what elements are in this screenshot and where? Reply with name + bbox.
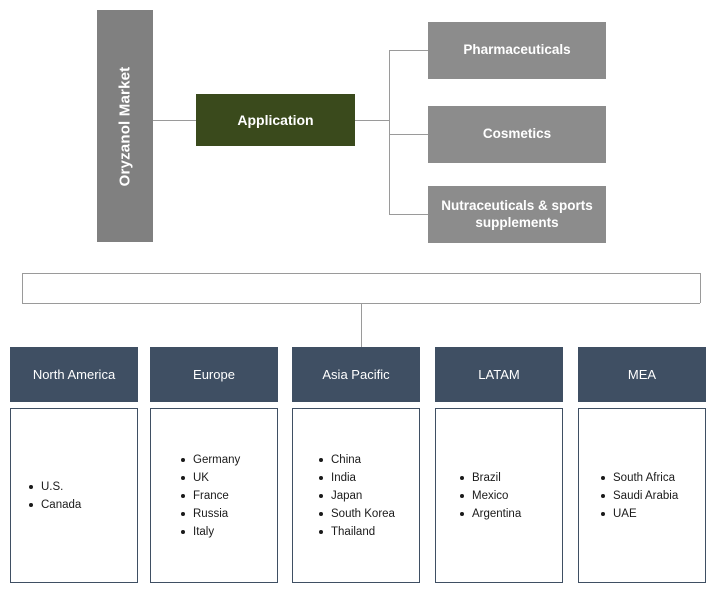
list-item: Argentina <box>460 505 562 523</box>
list-item: France <box>181 487 277 505</box>
connector-application-spine <box>389 50 390 215</box>
region-header-asia-pacific <box>292 347 420 402</box>
region-list-europe <box>151 451 277 541</box>
region-header-label: Europe <box>193 367 235 382</box>
region-column-europe <box>150 347 278 583</box>
region-header-label: LATAM <box>478 367 520 382</box>
list-item: Canada <box>29 496 137 514</box>
root-node-label: Oryzanol Market <box>116 66 134 186</box>
list-item: Germany <box>181 451 277 469</box>
connector-regions-bracket-top <box>22 273 700 274</box>
region-body-europe <box>150 408 278 583</box>
region-header-mea <box>578 347 706 402</box>
region-column-asia-pacific <box>292 347 420 583</box>
region-list-north-america <box>11 478 137 514</box>
list-item: UAE <box>601 505 705 523</box>
region-column-north-america <box>10 347 138 583</box>
region-body-latam <box>435 408 563 583</box>
region-body-mea <box>578 408 706 583</box>
node-cosmetics <box>428 106 606 163</box>
node-application-label: Application <box>237 112 314 128</box>
list-item: Italy <box>181 523 277 541</box>
node-application <box>196 94 355 146</box>
node-nutraceuticals-label: Nutraceuticals & sports supplements <box>441 197 593 230</box>
region-column-mea <box>578 347 706 583</box>
region-list-latam <box>436 469 562 523</box>
region-header-label: North America <box>32 367 116 382</box>
connector-to-nutraceuticals <box>389 214 428 215</box>
connector-regions-drop <box>361 303 362 347</box>
node-nutraceuticals-sports-supplements <box>428 186 606 243</box>
connector-to-cosmetics <box>389 134 428 135</box>
list-item: India <box>319 469 419 487</box>
list-item: Japan <box>319 487 419 505</box>
region-list-asia-pacific <box>293 451 419 541</box>
list-item: Saudi Arabia <box>601 487 705 505</box>
region-header-north-america <box>10 347 138 402</box>
region-body-north-america <box>10 408 138 583</box>
region-header-latam <box>435 347 563 402</box>
connector-application-stem <box>355 120 389 121</box>
region-column-latam <box>435 347 563 583</box>
connector-regions-bracket-left <box>22 273 23 303</box>
list-item: Thailand <box>319 523 419 541</box>
region-list-mea <box>579 469 705 523</box>
list-item: South Korea <box>319 505 419 523</box>
connector-root-to-application <box>153 120 196 121</box>
region-body-asia-pacific <box>292 408 420 583</box>
list-item: UK <box>181 469 277 487</box>
region-header-europe <box>150 347 278 402</box>
region-header-label: Asia Pacific <box>322 367 390 382</box>
root-node-oryzanol-market <box>97 10 153 242</box>
connector-to-pharmaceuticals <box>389 50 428 51</box>
node-cosmetics-label: Cosmetics <box>482 126 552 142</box>
list-item: China <box>319 451 419 469</box>
list-item: U.S. <box>29 478 137 496</box>
list-item: Brazil <box>460 469 562 487</box>
list-item: South Africa <box>601 469 705 487</box>
region-header-label: MEA <box>627 367 657 382</box>
list-item: Russia <box>181 505 277 523</box>
connector-regions-bracket-right <box>700 273 701 303</box>
list-item: Mexico <box>460 487 562 505</box>
node-pharmaceuticals-label: Pharmaceuticals <box>463 42 571 58</box>
node-pharmaceuticals <box>428 22 606 79</box>
